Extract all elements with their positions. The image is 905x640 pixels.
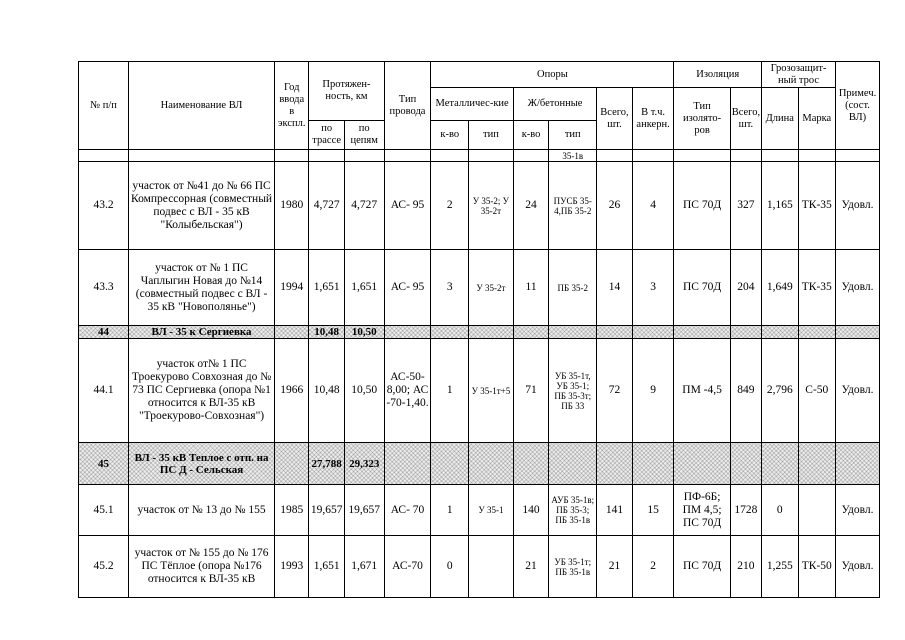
row-gw-brand: ТК-35 bbox=[798, 250, 836, 326]
row-insulator-type: ПФ-6Б; ПМ 4,5; ПС 70Д bbox=[674, 485, 730, 536]
row-num: 45.1 bbox=[79, 485, 129, 536]
row-anchor: 3 bbox=[632, 250, 674, 326]
row-insulator-type: ПМ -4,5 bbox=[674, 339, 730, 443]
row-year: 1985 bbox=[275, 485, 309, 536]
row-name: участок от № 155 до № 176 ПС Тёплое (опора №176 относится к ВЛ-35 кВ bbox=[129, 536, 275, 598]
carry-over-concrete-type: 35-1в bbox=[549, 150, 597, 162]
row-name: участок от№ 1 ПС Троекурово Совхозная до № 73 ПС Сергиевка (опора №1 относится к ВЛ-35 кВ "Троекурово-Совхозная") bbox=[129, 339, 275, 443]
table-row bbox=[79, 536, 880, 598]
row-route: 4,727 bbox=[309, 162, 344, 250]
row-insulator-total: 849 bbox=[730, 339, 761, 443]
row-gw-brand: ТК-35 bbox=[798, 162, 836, 250]
row-concrete-type: УБ 35-1т; ПБ 35-1в bbox=[549, 536, 597, 598]
header-metal-qty: к-во bbox=[431, 121, 469, 150]
header-gw-brand: Марка bbox=[798, 88, 836, 150]
row-year: 1993 bbox=[275, 536, 309, 598]
header-num: № п/п bbox=[79, 62, 129, 150]
row-num: 45.2 bbox=[79, 536, 129, 598]
row-num: 43.2 bbox=[79, 162, 129, 250]
header-total-pcs: Всего, шт. bbox=[597, 88, 632, 150]
section-chains: 10,50 bbox=[344, 326, 384, 339]
row-wire: АС-70 bbox=[384, 536, 431, 598]
row-gw-length: 2,796 bbox=[762, 339, 799, 443]
header-incl-anchor: В т.ч. анкерн. bbox=[632, 88, 674, 150]
table-row bbox=[79, 250, 880, 326]
row-concrete-qty: 11 bbox=[513, 250, 548, 326]
row-metal-type: У 35-1т+5 bbox=[468, 339, 513, 443]
header-ground-wire: Грозозащит-ный трос bbox=[762, 62, 836, 88]
section-name: ВЛ - 35 к Сергиевка bbox=[129, 326, 275, 339]
row-concrete-qty: 71 bbox=[513, 339, 548, 443]
header-year: Год ввода в экспл. bbox=[275, 62, 309, 150]
section-num: 45 bbox=[79, 443, 129, 485]
table-row bbox=[79, 339, 880, 443]
row-route: 19,657 bbox=[309, 485, 344, 536]
header-supports: Опоры bbox=[431, 62, 674, 88]
section-route: 27,788 bbox=[309, 443, 344, 485]
row-concrete-qty: 24 bbox=[513, 162, 548, 250]
section-num: 44 bbox=[79, 326, 129, 339]
row-metal-qty: 0 bbox=[431, 536, 469, 598]
row-name: участок от № 1 ПС Чаплыгин Новая до №14 (совместный подвес с ВЛ - 35 кВ "Новополянье") bbox=[129, 250, 275, 326]
header-insulator-total: Всего, шт. bbox=[730, 88, 761, 150]
row-chains: 19,657 bbox=[344, 485, 384, 536]
row-note: Удовл. bbox=[836, 339, 880, 443]
row-insulator-total: 1728 bbox=[730, 485, 761, 536]
header-concrete-type: тип bbox=[549, 121, 597, 150]
row-note: Удовл. bbox=[836, 162, 880, 250]
row-concrete-type: АУБ 35-1в; ПБ 35-3; ПБ 35-1в bbox=[549, 485, 597, 536]
row-chains: 1,671 bbox=[344, 536, 384, 598]
row-note: Удовл. bbox=[836, 250, 880, 326]
row-metal-type: У 35-1 bbox=[468, 485, 513, 536]
header-name: Наименование ВЛ bbox=[129, 62, 275, 150]
row-num: 44.1 bbox=[79, 339, 129, 443]
section-row bbox=[79, 326, 880, 339]
row-wire: АС-50-8,00; АС -70-1,40. bbox=[384, 339, 431, 443]
row-gw-brand: ТК-50 bbox=[798, 536, 836, 598]
section-route: 10,48 bbox=[309, 326, 344, 339]
header-wire: Тип провода bbox=[384, 62, 431, 150]
row-gw-length: 1,649 bbox=[762, 250, 799, 326]
row-concrete-qty: 140 bbox=[513, 485, 548, 536]
header-length-route: по трассе bbox=[309, 121, 344, 150]
row-metal-qty: 1 bbox=[431, 485, 469, 536]
row-year: 1966 bbox=[275, 339, 309, 443]
row-year: 1980 bbox=[275, 162, 309, 250]
header-note: Примеч. (сост. ВЛ) bbox=[836, 62, 880, 150]
row-gw-length: 1,165 bbox=[762, 162, 799, 250]
row-total: 21 bbox=[597, 536, 632, 598]
header-insulation: Изоляция bbox=[674, 62, 762, 88]
table-row bbox=[79, 162, 880, 250]
row-note: Удовл. bbox=[836, 485, 880, 536]
row-gw-brand: С-50 bbox=[798, 339, 836, 443]
row-metal-type bbox=[468, 536, 513, 598]
row-chains: 10,50 bbox=[344, 339, 384, 443]
row-note: Удовл. bbox=[836, 536, 880, 598]
row-wire: АС- 95 bbox=[384, 250, 431, 326]
row-total: 26 bbox=[597, 162, 632, 250]
row-insulator-total: 327 bbox=[730, 162, 761, 250]
row-wire: АС- 70 bbox=[384, 485, 431, 536]
row-concrete-type: УБ 35-1т, УБ 35-1; ПБ 35-3т; ПБ 33 bbox=[549, 339, 597, 443]
row-insulator-type: ПС 70Д bbox=[674, 536, 730, 598]
row-name: участок от № 13 до № 155 bbox=[129, 485, 275, 536]
header-concrete: Ж/бетонные bbox=[513, 88, 596, 121]
row-metal-qty: 2 bbox=[431, 162, 469, 250]
row-chains: 1,651 bbox=[344, 250, 384, 326]
section-chains: 29,323 bbox=[344, 443, 384, 485]
header-gw-length: Длина bbox=[762, 88, 799, 150]
header-concrete-qty: к-во bbox=[513, 121, 548, 150]
row-anchor: 4 bbox=[632, 162, 674, 250]
header-length: Протяжен-ность, км bbox=[309, 62, 384, 121]
row-gw-length: 1,255 bbox=[762, 536, 799, 598]
header-metal-type: тип bbox=[468, 121, 513, 150]
row-insulator-total: 204 bbox=[730, 250, 761, 326]
row-wire: АС- 95 bbox=[384, 162, 431, 250]
row-chains: 4,727 bbox=[344, 162, 384, 250]
power-lines-table bbox=[78, 61, 880, 598]
row-name: участок от №41 до № 66 ПС Компрессорная (совместный подвес с ВЛ - 35 кВ "Колыбельская") bbox=[129, 162, 275, 250]
section-row bbox=[79, 443, 880, 485]
row-anchor: 9 bbox=[632, 339, 674, 443]
row-total: 141 bbox=[597, 485, 632, 536]
header-insulator-type: Тип изолято-ров bbox=[674, 88, 730, 150]
row-insulator-total: 210 bbox=[730, 536, 761, 598]
row-concrete-type: ПУСБ 35-4,ПБ 35-2 bbox=[549, 162, 597, 250]
row-route: 1,651 bbox=[309, 250, 344, 326]
row-route: 10,48 bbox=[309, 339, 344, 443]
row-route: 1,651 bbox=[309, 536, 344, 598]
row-metal-type: У 35-2т bbox=[468, 250, 513, 326]
row-num: 43.3 bbox=[79, 250, 129, 326]
row-insulator-type: ПС 70Д bbox=[674, 162, 730, 250]
section-name: ВЛ - 35 кВ Теплое с отп. на ПС Д - Сельская bbox=[129, 443, 275, 485]
row-metal-qty: 3 bbox=[431, 250, 469, 326]
row-total: 14 bbox=[597, 250, 632, 326]
table-row bbox=[79, 485, 880, 536]
row-metal-type: У 35-2; У 35-2т bbox=[468, 162, 513, 250]
row-anchor: 2 bbox=[632, 536, 674, 598]
row-concrete-type: ПБ 35-2 bbox=[549, 250, 597, 326]
header-length-chains: по цепям bbox=[344, 121, 384, 150]
row-insulator-type: ПС 70Д bbox=[674, 250, 730, 326]
row-metal-qty: 1 bbox=[431, 339, 469, 443]
row-anchor: 15 bbox=[632, 485, 674, 536]
row-gw-brand bbox=[798, 485, 836, 536]
row-year: 1994 bbox=[275, 250, 309, 326]
header-metal: Металличес-кие bbox=[431, 88, 513, 121]
row-concrete-qty: 21 bbox=[513, 536, 548, 598]
row-gw-length: 0 bbox=[762, 485, 799, 536]
row-total: 72 bbox=[597, 339, 632, 443]
